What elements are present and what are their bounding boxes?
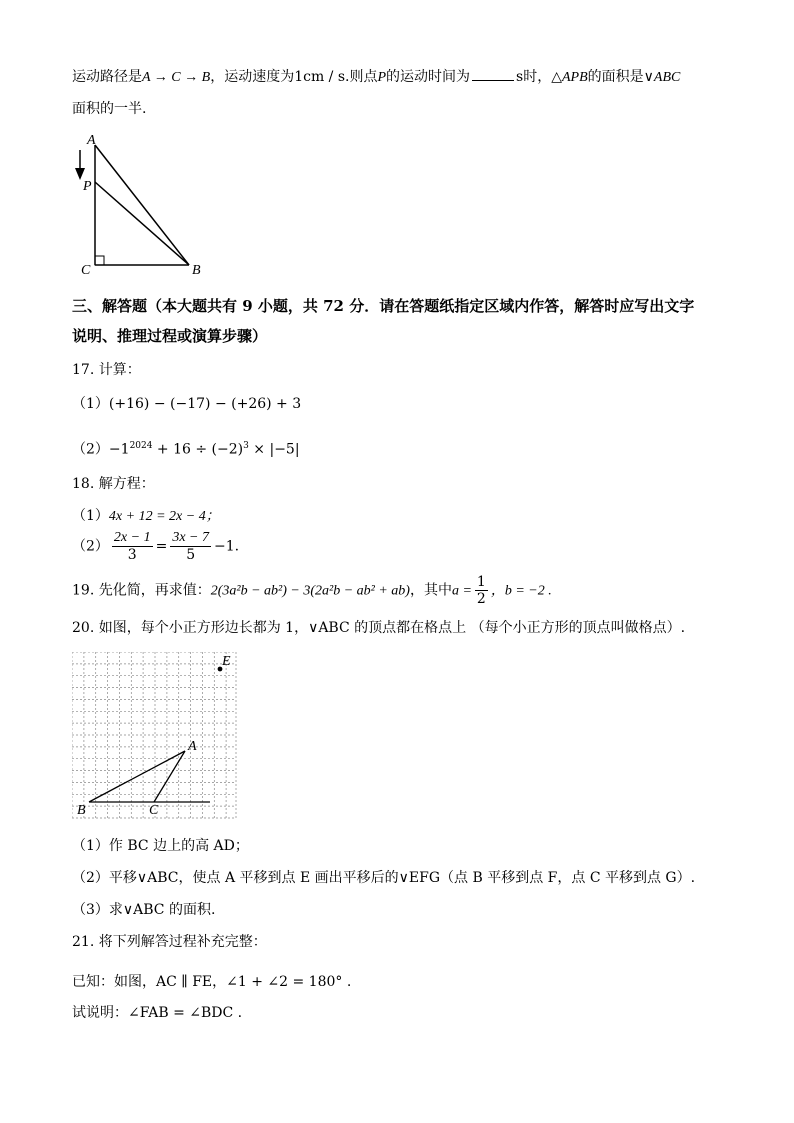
- figure-grid-abc: [72, 652, 238, 820]
- part-label: （2）: [72, 441, 109, 458]
- text: 的面积是∨: [587, 69, 654, 85]
- section-heading-line1: 三、解答题（本大题共有 9 小题，共 72 分．请在答题纸指定区域内作答，解答时应写出文字: [72, 297, 695, 315]
- fraction: [170, 530, 211, 563]
- text: ，其中: [409, 582, 452, 599]
- label-a: A: [188, 739, 197, 754]
- equation: 4x + 12 = 2x − 4；: [108, 509, 220, 524]
- text: 运动路径是: [72, 69, 142, 85]
- point-p: P: [377, 70, 387, 85]
- q18-part1: [72, 506, 220, 527]
- q17-title: 17. 计算：: [72, 362, 141, 378]
- fraction: [112, 530, 153, 563]
- prev-problem-line2: 面积的一半.: [72, 101, 147, 117]
- q21-given: 已知：如图，AC ∥ FE，∠1 + ∠2 = 180° .: [72, 974, 352, 990]
- q20-part2: （2）平移∨ABC，使点 A 平移到点 E 画出平移后的∨EFG（点 B 平移到点 F，点 C 平移到点 G）.: [72, 870, 696, 886]
- expression: −1: [108, 441, 130, 458]
- section-heading-line2: 说明、推理过程或演算步骤）: [72, 327, 268, 345]
- label-e: E: [222, 654, 231, 669]
- expression: −1.: [214, 538, 240, 555]
- text: .则点: [345, 69, 378, 85]
- speed: 1cm / s: [294, 69, 346, 85]
- fraction: [475, 574, 488, 607]
- exponent: 2024: [129, 441, 153, 451]
- numerator: 2x − 1: [113, 530, 151, 545]
- figure-triangle-apb: [70, 128, 210, 280]
- expression: (+16) − (−17) − (+26) + 3: [108, 396, 302, 412]
- label-b: B: [192, 263, 201, 278]
- q20-text: 20. 如图，每个小正方形边长都为 1，∨ABC 的顶点都在格点上 （每个小正方形的顶点叫做格点）.: [72, 620, 686, 636]
- variable-b: ，b = −2 .: [490, 583, 552, 599]
- q21-prove: 试说明：∠FAB = ∠BDC .: [72, 1005, 243, 1021]
- q19: [72, 574, 552, 607]
- part-label: （1）: [72, 508, 109, 524]
- triangle-apb: APB: [562, 70, 588, 85]
- label-a: A: [87, 133, 96, 148]
- label-c: C: [149, 803, 159, 818]
- path-expr: A → C → B: [142, 70, 211, 85]
- q20-part1: （1）作 BC 边上的高 AD；: [72, 838, 249, 854]
- text: 的运动时间为: [386, 69, 471, 85]
- denominator: 5: [186, 547, 196, 563]
- numerator: 3x − 7: [172, 530, 209, 545]
- text: s时，△: [516, 69, 562, 85]
- label-c: C: [81, 263, 91, 278]
- label-b: B: [77, 803, 86, 818]
- answer-blank: [472, 66, 514, 81]
- triangle-abc: ABC: [653, 70, 681, 85]
- expression: 2(3a²b − ab²) − 3(2a²b − ab² + ab): [210, 583, 410, 599]
- text: 19. 先化简，再求值：: [72, 582, 211, 599]
- part-label: （1）: [72, 396, 109, 412]
- label-p: P: [83, 179, 92, 194]
- text: ，运动速度为: [210, 69, 295, 85]
- q17-part2: [72, 436, 300, 460]
- part-label: （2）: [72, 538, 109, 555]
- prev-problem-line1: [72, 66, 680, 88]
- q21-title: 21. 将下列解答过程补充完整：: [72, 934, 267, 950]
- exponent: 3: [243, 441, 249, 451]
- variable-a: a =: [451, 583, 472, 599]
- denominator: 3: [127, 547, 137, 563]
- numerator: 1: [476, 574, 486, 590]
- q18-part2: [72, 530, 239, 563]
- expression: × |−5|: [248, 441, 300, 458]
- q18-title: 18. 解方程：: [72, 476, 155, 492]
- q20-part3: （3）求∨ABC 的面积.: [72, 902, 216, 918]
- q17-part1: [72, 394, 301, 414]
- expression: + 16 ÷ (−2): [152, 441, 244, 458]
- denominator: 2: [476, 591, 486, 607]
- equals: =: [155, 538, 168, 555]
